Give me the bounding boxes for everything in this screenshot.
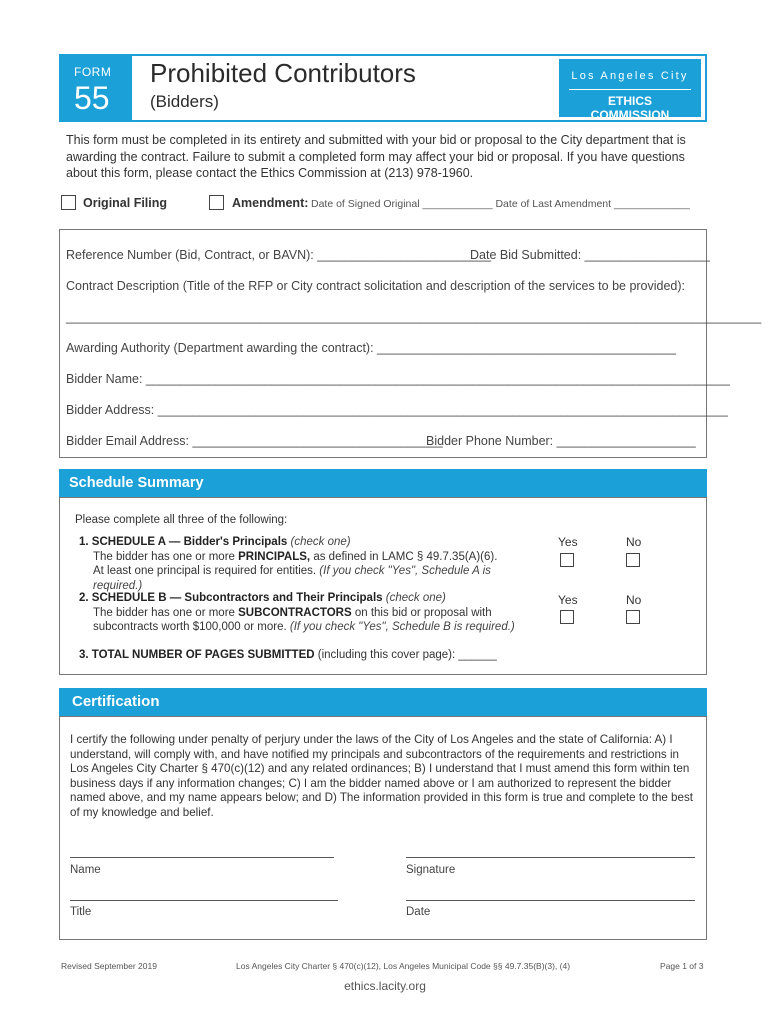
schedule-a-principals: PRINCIPALS, — [238, 550, 311, 563]
schedule-a-no-label: No — [626, 535, 642, 549]
amendment-label: Amendment: — [232, 196, 309, 210]
schedule-b-no-label: No — [626, 593, 642, 607]
schedule-a-no-checkbox[interactable] — [626, 553, 640, 567]
schedule-b-check-note: (check one) — [385, 592, 446, 604]
name-label: Name — [70, 864, 101, 876]
schedule-b-subcontractors: SUBCONTRACTORS — [238, 606, 352, 619]
page-number: Page 1 of 3 — [660, 961, 704, 971]
original-filing-checkbox[interactable] — [61, 195, 76, 210]
schedule-b-line3-note: (If you check "Yes", Schedule B is required.) — [289, 621, 515, 633]
schedule-a-yes-label: Yes — [558, 535, 578, 549]
certification-text: I certify the following under penalty of perjury under the laws of the City of Los Angeles and the state of California: A) I understand, will comply with, and have notified my principals and subcontractors of the requirements and restrictions in Los Angeles City Charter § 470(c)(12) and any related ordinances; B) I understand that I must amend this form within ten business days if any information changes; C) I am the bidder named above or I am authorized to represent the bidder named above, and my name appears below; and D) The information provided in this form is true and complete to the best of my knowledge and belief. — [70, 733, 693, 819]
schedule-a-check-note: (check one) — [290, 536, 351, 548]
certification-heading: Certification — [59, 688, 707, 716]
schedule-a-line2-post: as defined in LAMC § 49.7.35(A)(6). — [313, 550, 498, 563]
schedule-b-title: 2. SCHEDULE B — Subcontractors and Their Principals — [79, 592, 383, 604]
schedule-b-line2-post: on this bid or proposal with — [354, 606, 492, 619]
title-label: Title — [70, 906, 92, 918]
signature-line[interactable] — [406, 857, 695, 858]
schedule-a-title: 1. SCHEDULE A — Bidder's Principals — [79, 536, 288, 548]
form-title: Prohibited Contributors — [150, 58, 416, 88]
schedule-b-yes-label: Yes — [558, 593, 578, 607]
website-url[interactable]: ethics.lacity.org — [344, 979, 426, 993]
total-pages-label: 3. TOTAL NUMBER OF PAGES SUBMITTED — [79, 649, 315, 661]
total-pages-item[interactable] — [79, 648, 497, 663]
form-label: FORM — [74, 65, 112, 79]
date-bid-submitted-field[interactable]: Date Bid Submitted: __________________ — [470, 248, 710, 262]
bidder-address-field[interactable]: Bidder Address: __________________________________________________________________________________ — [66, 403, 728, 417]
awarding-authority-field[interactable]: Awarding Authority (Department awarding the contract): ___________________________________________ — [66, 341, 676, 355]
legal-citation: Los Angeles City Charter § 470(c)(12), Los Angeles Municipal Code §§ 49.7.35(B)(3), (4) — [236, 961, 571, 971]
intro-text: This form must be completed in its entirety and submitted with your bid or proposal to the City department that is awarding the contract. Failure to submit a completed form may affect your bid or proposal. If you have questions about this form, please contact the Ethics Commission at (213) 978-1960. — [66, 133, 686, 180]
revised-date: Revised September 2019 — [61, 961, 157, 971]
schedule-a-item — [79, 535, 539, 593]
schedule-instruction: Please complete all three of the following: — [75, 514, 288, 526]
logo-city-text: Los Angeles City — [571, 70, 689, 82]
amendment-date-fields[interactable]: Date of Signed Original ____________ Date of Last Amendment _____________ — [311, 198, 690, 210]
logo-commission-text: ETHICS COMMISSION — [569, 89, 691, 122]
schedule-b-yes-checkbox[interactable] — [560, 610, 574, 624]
name-line[interactable] — [70, 857, 334, 858]
bidder-name-field[interactable]: Bidder Name: ____________________________________________________________________________________ — [66, 372, 730, 386]
signature-label: Signature — [406, 864, 456, 876]
bidder-email-field[interactable]: Bidder Email Address: ____________________________________ — [66, 434, 443, 448]
form-number-badge — [59, 54, 132, 122]
schedule-b-item — [79, 591, 539, 635]
amendment-checkbox[interactable] — [209, 195, 224, 210]
schedule-summary-heading: Schedule Summary — [59, 469, 707, 497]
bidder-phone-field[interactable]: Bidder Phone Number: ____________________ — [426, 434, 696, 448]
title-line[interactable] — [70, 900, 338, 901]
form-number: 55 — [74, 80, 110, 116]
original-filing-label: Original Filing — [83, 196, 168, 210]
schedule-a-line3-note: (If you check "Yes", Schedule A is required.) — [93, 565, 491, 592]
schedule-b-line2-pre: The bidder has one or more — [93, 606, 235, 619]
date-line[interactable] — [406, 900, 695, 901]
ethics-commission-logo — [559, 59, 701, 122]
contract-description-field[interactable]: ____________________________________________________________________________________________________ — [66, 310, 762, 324]
schedule-b-no-checkbox[interactable] — [626, 610, 640, 624]
total-pages-field[interactable]: (including this cover page): ______ — [317, 649, 497, 661]
date-label: Date — [406, 906, 431, 918]
schedule-b-line3-pre: subcontracts worth $100,000 or more. — [93, 621, 287, 633]
schedule-a-line3-pre: At least one principal is required for entities. — [93, 565, 317, 577]
schedule-a-yes-checkbox[interactable] — [560, 553, 574, 567]
schedule-a-line2-pre: The bidder has one or more — [93, 550, 235, 563]
contract-description-label: Contract Description (Title of the RFP or City contract solicitation and description of the services to be provided): — [66, 279, 686, 293]
form-subtitle: (Bidders) — [150, 92, 219, 111]
reference-number-field[interactable]: Reference Number (Bid, Contract, or BAVN): _________________________ — [66, 248, 492, 262]
